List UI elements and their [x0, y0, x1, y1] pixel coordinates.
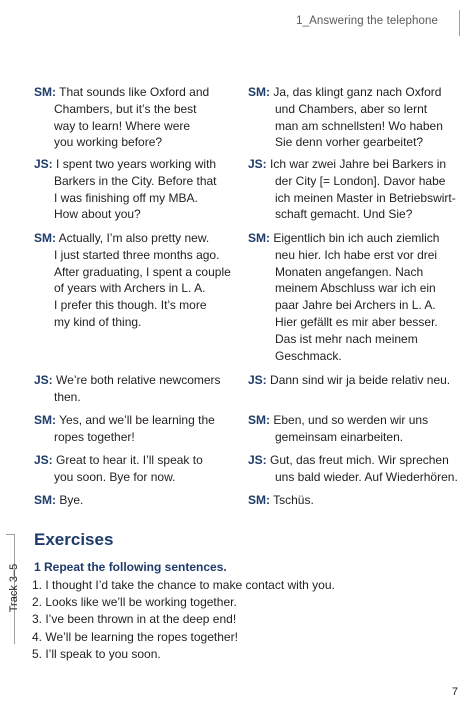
dialogue-turn: [248, 372, 463, 389]
dialogue-turn: [248, 452, 463, 486]
dialogue-line: [34, 492, 249, 509]
speaker-label: JS:: [248, 157, 267, 171]
dialogue-text: I spent two years working with: [56, 157, 217, 171]
dialogue-text: Ja, das klingt ganz nach Oxford: [273, 85, 442, 99]
dialogue-turn: [248, 230, 463, 364]
dialogue-text: Ich war zwei Jahre bei Barkers in: [270, 157, 447, 171]
speaker-label: SM:: [34, 85, 56, 99]
dialogue-line: [248, 84, 463, 101]
track-label: Track 3–5: [8, 563, 20, 613]
dialogue-line: After graduating, I spent a couple: [54, 264, 231, 279]
dialogue-line: I was finishing off my MBA.: [54, 190, 198, 205]
dialogue-line: my kind of thing.: [54, 314, 142, 329]
dialogue-line: way to learn! Where were: [54, 118, 191, 133]
dialogue-line: [248, 412, 463, 429]
dialogue-line: you soon. Bye for now.: [54, 469, 176, 484]
dialogue-text: Eigentlich bin ich auch ziemlich: [273, 231, 440, 245]
dialogue-turn: [34, 230, 249, 331]
speaker-label: JS:: [34, 157, 53, 171]
dialogue-text: Eben, und so werden wir uns: [273, 413, 429, 427]
dialogue-line: [34, 156, 249, 173]
speaker-label: SM:: [248, 493, 270, 507]
speaker-label: SM:: [248, 231, 270, 245]
dialogue-line: gemeinsam einarbeiten.: [275, 429, 404, 444]
exercise-item: 4. We’ll be learning the ropes together!: [32, 629, 238, 644]
speaker-label: JS:: [248, 453, 267, 467]
dialogue-text: Actually, I’m also pretty new.: [58, 231, 210, 245]
dialogue-text: We’re both relative newcomers: [56, 373, 221, 387]
dialogue-line: I prefer this though. It’s more: [54, 298, 207, 313]
exercises-heading: Exercises: [34, 530, 114, 549]
dialogue-line: [248, 452, 463, 469]
speaker-label: JS:: [34, 453, 53, 467]
dialogue-line: und Chambers, aber so lernt: [275, 101, 428, 116]
dialogue-line: [248, 372, 463, 389]
dialogue-text: That sounds like Oxford and: [59, 85, 210, 99]
dialogue-turn: [34, 84, 249, 151]
dialogue-text: Yes, and we’ll be learning the: [59, 413, 215, 427]
dialogue-line: of years with Archers in L. A.: [54, 281, 206, 296]
dialogue-line: you working before?: [54, 135, 163, 150]
dialogue-line: ropes together!: [54, 429, 135, 444]
dialogue-line: [34, 84, 249, 101]
dialogue-line: uns bald wieder. Auf Wiederhören.: [275, 469, 458, 484]
dialogue-line: Barkers in the City. Before that: [54, 173, 217, 188]
dialogue-line: Geschmack.: [275, 348, 342, 363]
dialogue-line: [248, 492, 463, 509]
dialogue-line: man am schnellsten! Wo haben: [275, 118, 443, 133]
dialogue-line: ich meinen Master in Betriebswirt-: [275, 190, 456, 205]
exercise-item: 5. I’ll speak to you soon.: [32, 646, 161, 661]
dialogue-line: [248, 230, 463, 247]
exercise-list: [32, 577, 335, 663]
dialogue-line: [34, 230, 249, 247]
speaker-label: JS:: [248, 373, 267, 387]
dialogue-line: schaft gemacht. Und Sie?: [275, 207, 413, 222]
dialogue-text: Gut, das freut mich. Wir sprechen: [270, 453, 449, 467]
dialogue-line: [34, 412, 249, 429]
dialogue-line: [248, 156, 463, 173]
dialogue-line: [34, 372, 249, 389]
speaker-label: SM:: [34, 493, 56, 507]
running-header: 1_Answering the telephone: [296, 15, 438, 27]
dialogue-turn: [34, 156, 249, 223]
speaker-label: JS:: [34, 373, 53, 387]
dialogue-line: Sie denn vorher gearbeitet?: [275, 135, 424, 150]
exercise-item: 1. I thought I’d take the chance to make contact with you.: [32, 578, 335, 592]
dialogue-line: paar Jahre bei Archers in L. A.: [275, 298, 436, 313]
dialogue-line: I just started three months ago.: [54, 247, 220, 262]
header-rule: [459, 10, 464, 36]
dialogue-line: Monaten angefangen. Nach: [275, 264, 424, 279]
dialogue-turn: [34, 452, 249, 486]
exercise-item: 2. Looks like we’ll be working together.: [32, 595, 237, 610]
speaker-label: SM:: [34, 231, 56, 245]
speaker-label: SM:: [34, 413, 56, 427]
dialogue-turn: [34, 372, 249, 406]
dialogue-line: Hier gefällt es mir aber besser.: [275, 314, 438, 329]
dialogue-text: Tschüs.: [273, 493, 314, 507]
dialogue-text: Dann sind wir ja beide relativ neu.: [270, 373, 451, 387]
dialogue-line: [34, 452, 249, 469]
dialogue-turn: [34, 492, 249, 509]
speaker-label: SM:: [248, 85, 270, 99]
dialogue-line: Das ist mehr nach meinem: [275, 331, 418, 346]
dialogue-line: der City [= London]. Davor habe: [275, 173, 446, 188]
dialogue-line: neu hier. Ich habe erst vor drei: [275, 247, 438, 262]
dialogue-turn: [248, 412, 463, 446]
dialogue-line: meinem Abschluss war ich ein: [275, 281, 436, 296]
dialogue-turn: [34, 412, 249, 446]
dialogue-text: Great to hear it. I’ll speak to: [56, 453, 203, 467]
dialogue-line: then.: [54, 389, 81, 404]
exercise-instruction: 1 Repeat the following sentences.: [34, 560, 227, 574]
track-rule-top: [6, 534, 14, 535]
speaker-label: SM:: [248, 413, 270, 427]
dialogue-line: How about you?: [54, 207, 141, 222]
page-number: 7: [451, 686, 458, 698]
dialogue-turn: [248, 156, 463, 223]
exercise-item: 3. I’ve been thrown in at the deep end!: [32, 612, 237, 627]
dialogue-line: Chambers, but it’s the best: [54, 101, 197, 116]
dialogue-turn: [248, 84, 463, 151]
dialogue-turn: [248, 492, 463, 509]
dialogue-text: Bye.: [59, 493, 84, 507]
